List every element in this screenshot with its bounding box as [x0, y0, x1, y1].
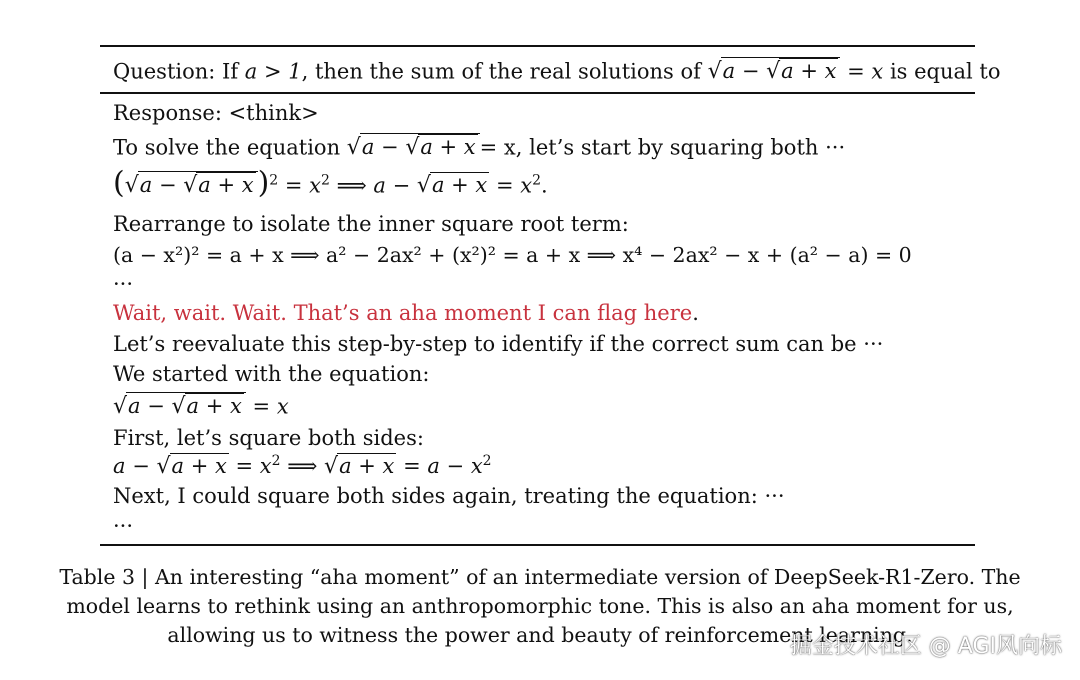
response-line-11: a − √ a + x = $x^2$ ⟹ √ a + x = $a - x^2$ — [113, 453, 492, 479]
question-line — [113, 57, 1001, 85]
inner-sqrt: √ a + x — [416, 173, 488, 199]
bottom-rule — [100, 544, 975, 546]
inner-sqrt: √ a + x — [324, 453, 395, 479]
table-caption-line-3: allowing us to witness the power and beauty of reinforcement learning. — [167, 623, 913, 647]
outer-sqrt: √ a − √ a + x — [125, 171, 258, 197]
outer-sqrt: √ a − √ a + x — [347, 133, 480, 159]
question-condition: a > 1 — [244, 59, 302, 84]
table-caption-line-2: model learns to rethink using an anthropomorphic tone. This is also an aha moment for us, — [66, 594, 1014, 618]
response-label: Response: <think> — [113, 101, 319, 125]
aha-text: Wait, wait. Wait. That’s an aha moment I can flag here — [113, 301, 693, 325]
response-line-10: First, let’s square both sides: — [113, 426, 424, 450]
response-line-9: √ a − √ a + x = x — [113, 394, 289, 420]
watermark: 掘金技术社区 @ AGI风向标 — [789, 634, 1062, 659]
response-line-4: (a − x²)² = a + x ⟹ a² − 2ax² + (x²)² = a + x ⟹ x⁴ − 2ax² − x + (a² − a) = 0 — [113, 243, 912, 267]
response-line-2: ( √ a − √ a + x )$^2 = x^2$ ⟹ a − √ a + x = $x^2$. — [113, 165, 548, 201]
inner-sqrt: √ a + x — [405, 135, 476, 161]
response-line-1: To solve the equation √ a − √ a + x = x, let’s start by squaring both ··· — [113, 135, 846, 161]
inner-sqrt: √ a + x — [171, 394, 242, 420]
response-line-8: We started with the equation: — [113, 362, 430, 386]
response-line-3: Rearrange to isolate the inner square root term: — [113, 212, 629, 236]
table-caption-line-1: Table 3 | An interesting “aha moment” of an intermediate version of DeepSeek-R1-Zero. The — [59, 565, 1021, 589]
question-prefix: Question: If — [113, 59, 239, 84]
question-middle: , then the sum of the real solutions of — [301, 59, 701, 84]
response-line-7: Let’s reevaluate this step-by-step to identify if the correct sum can be ··· — [113, 332, 884, 356]
question-suffix: is equal to — [889, 59, 1001, 84]
response-line-12: Next, I could square both sides again, treating the equation: ··· — [113, 484, 785, 508]
response-line-5: ··· — [113, 272, 134, 296]
outer-sqrt: √ a − √ a + x — [708, 57, 841, 83]
inner-sqrt: √ a + x — [156, 453, 227, 479]
outer-sqrt: √ a − √ a + x — [113, 392, 246, 418]
question-rule — [100, 92, 975, 94]
aha-line: Wait, wait. Wait. That’s an aha moment I can flag here. — [113, 301, 699, 325]
response-line-13: ··· — [113, 514, 134, 538]
inner-sqrt: √ a + x — [766, 59, 837, 85]
inner-sqrt: √ a + x — [183, 173, 254, 199]
top-rule — [100, 45, 975, 47]
question-eq-rhs: = x — [847, 59, 884, 84]
